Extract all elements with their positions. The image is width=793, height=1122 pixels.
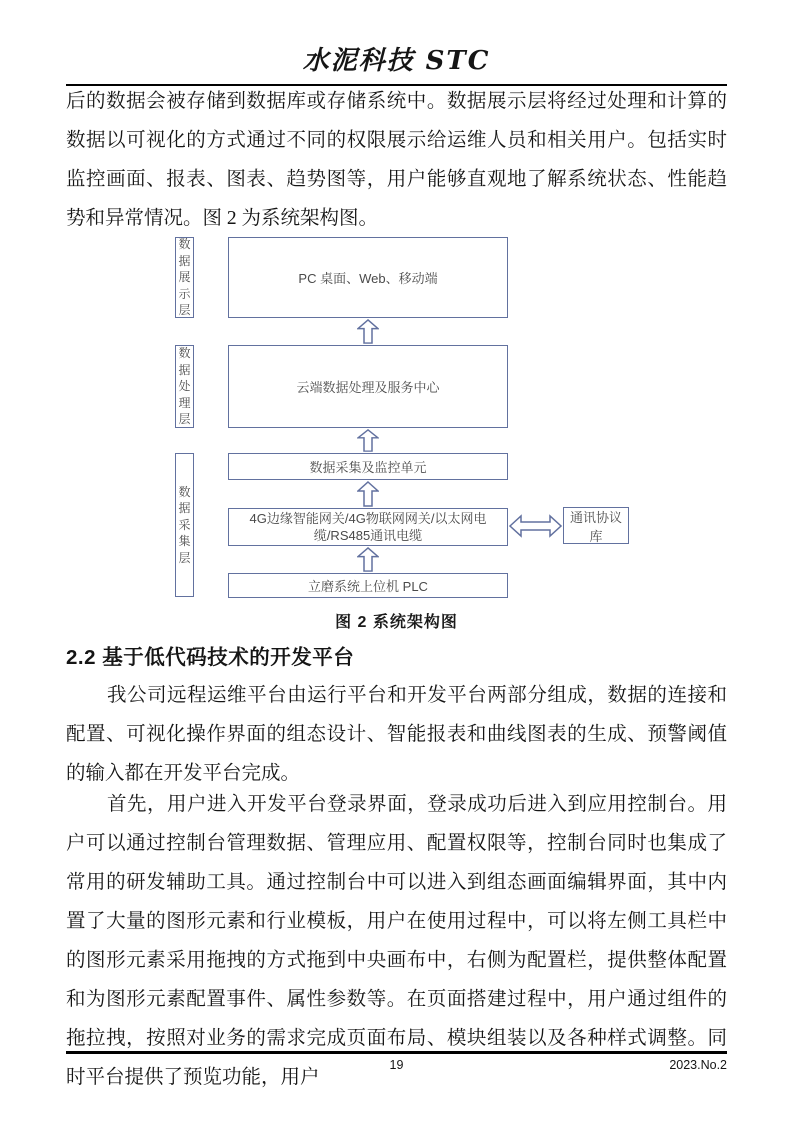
- diagram-node-scada-unit: 数据采集及监控单元: [228, 453, 508, 480]
- diagram-node-clients: PC 桌面、Web、移动端: [228, 237, 508, 318]
- layer-label-data-collection: 数据采集层: [175, 453, 194, 597]
- up-arrow-icon: [357, 547, 379, 572]
- up-arrow-icon: [357, 481, 379, 507]
- diagram-node-gateway: 4G边缘智能网关/4G物联网网关/以太网电缆/RS485通讯电缆: [228, 508, 508, 546]
- page-number: 19: [389, 1058, 404, 1072]
- diagram-node-cloud-center: 云端数据处理及服务中心: [228, 345, 508, 428]
- layer-label-data-display: 数据展示层: [175, 237, 194, 318]
- layer-label-data-processing: 数据处理层: [175, 345, 194, 428]
- double-arrow-icon: [509, 514, 562, 538]
- up-arrow-icon: [357, 429, 379, 452]
- system-architecture-diagram: [0, 237, 793, 637]
- paragraph-2: 我公司远程运维平台由运行平台和开发平台两部分组成，数据的连接和配置、可视化操作界面的组态设计、智能报表和曲线图表的生成、预警阈值的输入都在开发平台完成。: [66, 685, 727, 784]
- diagram-node-plc: 立磨系统上位机 PLC: [228, 573, 508, 598]
- figure-caption: 图 2 系统架构图: [335, 614, 458, 631]
- footer-rule: [66, 1051, 727, 1054]
- up-arrow-icon: [357, 319, 379, 344]
- paragraph-1: 后的数据会被存储到数据库或存储系统中。数据展示层将经过处理和计算的数据以可视化的方式通过不同的权限展示给运维人员和相关用户。包括实时监控画面、报表、图表、趋势图等，用户能够直观地了解系统状态、性能趋势和异常情况。图 2 为系统架构图。: [66, 91, 727, 229]
- diagram-node-protocol-library: 通讯协议库: [563, 507, 629, 544]
- journal-title: 水泥科技 STC: [302, 46, 491, 76]
- section-heading: 2.2 基于低代码技术的开发平台: [66, 646, 355, 669]
- paragraph-3: 首先，用户进入开发平台登录界面，登录成功后进入到应用控制台。用户可以通过控制台管理数据、管理应用、配置权限等，控制台同时也集成了常用的研发辅助工具。通过控制台中可以进入到组态画面编辑界面，其中内置了大量的图形元素和行业模板，用户在使用过程中，可以将左侧工具栏中的图形元素采用拖拽的方式拖到中央画布中，右侧为配置栏，提供整体配置和为图形元素配置事件、属性参数等。在页面搭建过程中，用户通过组件的拖拉拽，按照对业务的需求完成页面布局、模块组装以及各种样式调整。同时平台提供了预览功能，用户: [66, 794, 727, 1088]
- issue-number: 2023.No.2: [669, 1058, 727, 1072]
